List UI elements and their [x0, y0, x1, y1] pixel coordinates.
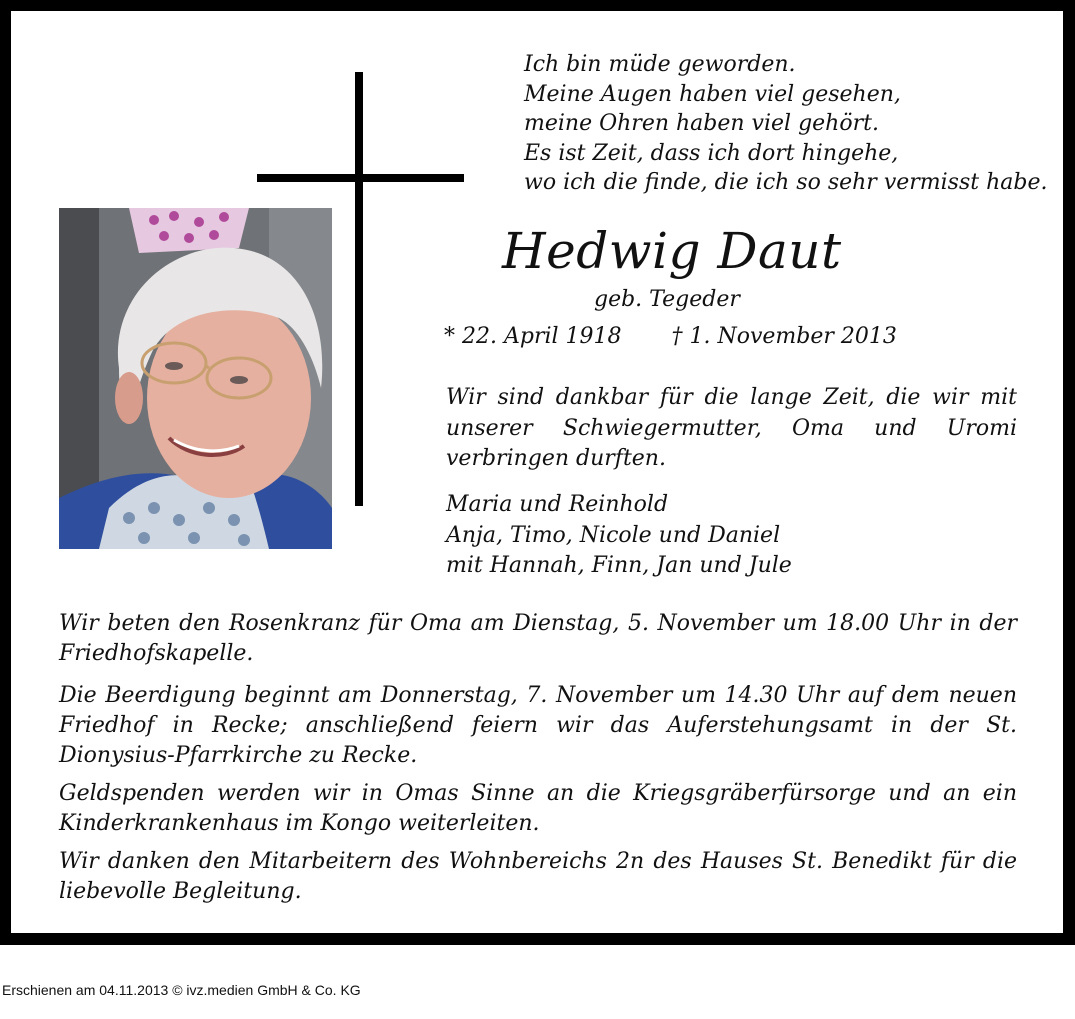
- poem-line: meine Ohren haben viel gehört.: [524, 111, 879, 136]
- family-signatures: [446, 490, 1017, 582]
- poem-line: Meine Augen haben viel gesehen,: [524, 81, 901, 107]
- rosary-paragraph: Wir beten den Rosenkranz für Oma am Dienstag, 5. November um 18.00 Uhr in der Friedhofskapelle.: [59, 611, 1017, 666]
- birth-date: * 22. April 1918: [444, 324, 622, 349]
- life-dates: [444, 324, 897, 349]
- poem-line: wo ich die finde, die ich so sehr vermisst habe.: [524, 170, 1048, 195]
- portrait-photo: [59, 208, 332, 549]
- family-line: Maria und Reinhold: [446, 492, 669, 517]
- gratitude-paragraph: Wir danken den Mitarbeitern des Wohnbereichs 2n des Hauses St. Benedikt für die liebevolle Begleitung.: [59, 849, 1017, 904]
- family-line: mit Hannah, Finn, Jan und Jule: [446, 553, 792, 578]
- cross-icon-beam: [257, 174, 464, 182]
- donations-paragraph: Geldspenden werden wir in Omas Sinne an die Kriegsgräberfürsorge und an ein Kinderkrankenhaus im Kongo weiterleiten.: [59, 781, 1017, 836]
- announcement-paragraphs: [59, 609, 1017, 915]
- poem-line: Ich bin müde geworden.: [524, 52, 796, 77]
- thanks-text: Wir sind dankbar für die lange Zeit, die wir mit unserer Schwiegermutter, Oma und Uromi verbringen durften.: [446, 385, 1017, 471]
- cross-icon: [355, 72, 363, 506]
- funeral-paragraph: Die Beerdigung beginnt am Donnerstag, 7. November um 14.30 Uhr auf dem neuen Friedhof in Recke; anschließend feiern wir das Auferstehungsamt in der St. Dionysius-Pfarrkirche zu Recke.: [59, 683, 1017, 768]
- death-date: † 1. November 2013: [671, 324, 897, 349]
- publication-footer: Erschienen am 04.11.2013 © ivz.medien GmbH & Co. KG: [2, 982, 361, 998]
- poem: [524, 50, 1054, 198]
- maiden-name: geb. Tegeder: [594, 287, 740, 312]
- family-line: Anja, Timo, Nicole und Daniel: [446, 522, 781, 548]
- deceased-name: Hedwig Daut: [502, 222, 842, 280]
- poem-line: Es ist Zeit, dass ich dort hingehe,: [524, 140, 899, 166]
